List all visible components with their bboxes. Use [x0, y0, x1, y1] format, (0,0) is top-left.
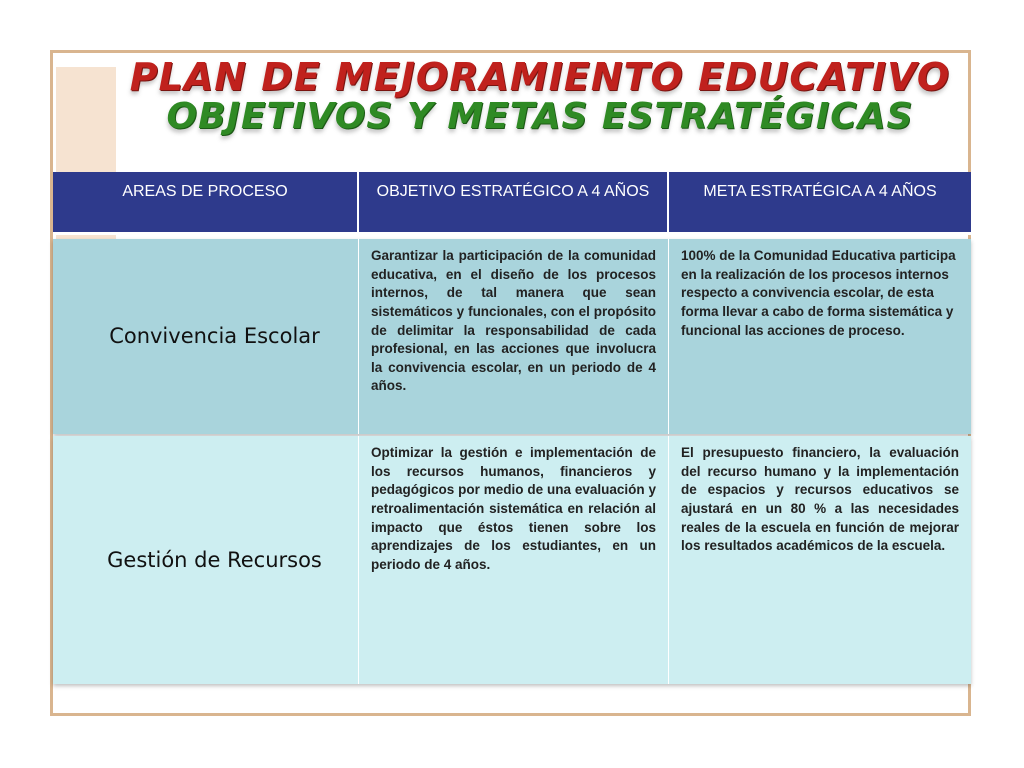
goal-cell: El presupuesto financiero, la evaluación del recurso humano y la implementación de espacios y recursos educativos se ajustará en un 80 % a las necesidades reales de la escuela en función de mejorar los resultados académicos de la escuela.	[681, 445, 959, 554]
objective-cell: Optimizar la gestión e implementación de los recursos humanos, financieros y pedagógicos por medio de una evaluación y retroalimentación sistemática en relación al impacto que éstos tienen sobre los aprendizajes de los estudiantes, en un periodo de 4 años.	[359, 436, 669, 684]
goal-cell: 100% de la Comunidad Educativa participa en la realización de los procesos internos respecto a convivencia escolar, de esta forma llevar a cabo de forma sistemática y funcional las acciones de proceso.	[681, 248, 956, 338]
area-cell: Gestión de Recursos	[53, 436, 359, 684]
table-row	[53, 436, 971, 684]
header-goal: META ESTRATÉGICA A 4 AÑOS	[703, 183, 937, 200]
header-objective: OBJETIVO ESTRATÉGICO A 4 AÑOS	[359, 172, 669, 232]
area-cell: Convivencia Escolar	[53, 239, 359, 434]
objective-cell: Garantizar la participación de la comunidad educativa, en el diseño de los procesos internos, de tal manera que sean sistemáticos y funcionales, con el propósito de delimitar la responsabilidad de cada profesional, en las acciones que involucra la convivencia escolar, en un periodo de 4 años.	[359, 239, 669, 434]
objectives-table	[53, 172, 971, 684]
slide-title	[110, 55, 970, 137]
table-row	[53, 239, 971, 434]
header-areas: AREAS DE PROCESO	[53, 172, 359, 232]
title-line-2: OBJETIVOS Y METAS ESTRATÉGICAS	[166, 95, 914, 137]
table-header	[53, 172, 971, 235]
title-line-1: PLAN DE MEJORAMIENTO EDUCATIVO	[129, 55, 951, 99]
